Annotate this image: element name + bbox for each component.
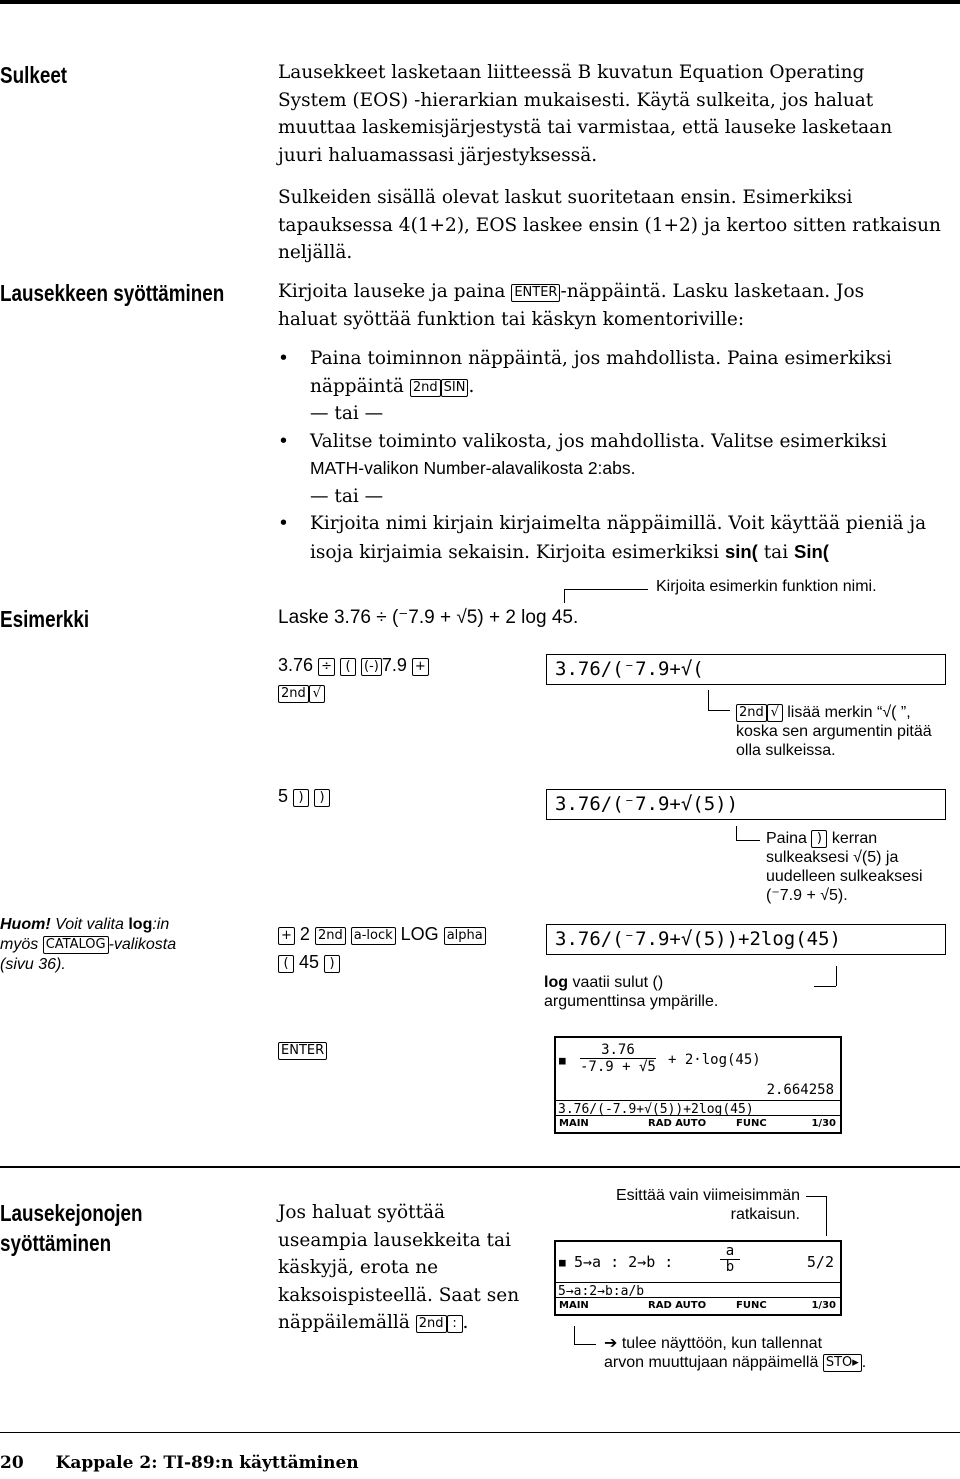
bullet-list bbox=[278, 345, 958, 566]
callout-line bbox=[736, 840, 760, 841]
note-log: log vaatii sulut () argumenttinsa ympärille. bbox=[544, 974, 719, 1010]
close-paren-key: ) bbox=[293, 789, 309, 807]
callout-line bbox=[814, 986, 836, 987]
note-close-paren: Paina ) kerran sulkeaksesi √(5) ja uudelleen sulkeaksesi (⁻7.9 + √5). bbox=[766, 830, 923, 904]
sulkeet-paragraph-1: Lausekkeet lasketaan liitteessä B kuvatun Equation Operating System (EOS) -hierarkian mukaisesti. Käytä sulkeita, jos haluat muuttaa laskemisjärjestystä tai varmistaa, että lauseke lasketaan juuri haluamassasi järjestyksessä. bbox=[278, 62, 893, 166]
sqrt-key: √ bbox=[767, 704, 783, 722]
sin-key: SIN bbox=[441, 379, 469, 397]
tai-separator: — tai — bbox=[310, 403, 384, 424]
screen-result: 5/2 bbox=[806, 1253, 834, 1271]
callout-line bbox=[736, 826, 737, 840]
bullet-icon: • bbox=[278, 513, 289, 534]
bullet-item: • Kirjoita nimi kirjain kirjaimelta näppäimillä. Voit käyttää pieniä ja isoja kirjaimia sekaisin. Kirjoita esimerkiksi sin( tai Sin( bbox=[278, 510, 958, 566]
callout-line bbox=[574, 1326, 575, 1344]
divide-key: ÷ bbox=[318, 658, 335, 676]
sqrt-key: √ bbox=[309, 685, 325, 703]
close-paren-key: ) bbox=[324, 955, 340, 973]
footer-rule bbox=[0, 1432, 960, 1433]
open-paren-key: ( bbox=[278, 955, 294, 973]
callout-line bbox=[574, 1344, 596, 1345]
calculator-screen-1 bbox=[554, 1036, 842, 1134]
close-paren-key: ) bbox=[314, 789, 330, 807]
entry-line-2: 3.76/(⁻7.9+√(5)) bbox=[546, 789, 946, 820]
chapter-title: Kappale 2: TI-89:n käyttäminen bbox=[55, 1453, 359, 1473]
a-lock-key: a-lock bbox=[351, 927, 396, 945]
note-sqrt: 2nd √ lisää merkin “√( ”, koska sen argumentin pitää olla sulkeissa. bbox=[736, 704, 932, 759]
history-marker: ■ bbox=[559, 1054, 566, 1067]
entry-line-1: 3.76/(⁻7.9+√( bbox=[546, 654, 946, 685]
section-title-esimerkki: Esimerkki bbox=[0, 606, 90, 632]
plus-key: + bbox=[278, 927, 295, 945]
page-number: 20 bbox=[0, 1453, 24, 1473]
plus-key: + bbox=[412, 658, 429, 676]
step4-keys bbox=[278, 1040, 327, 1060]
negate-key: (-) bbox=[361, 658, 382, 676]
section-title-jonot: Lausekejonojen syöttäminen bbox=[0, 1200, 143, 1256]
callout-line bbox=[708, 690, 709, 710]
status-bar: MAIN RAD AUTO FUNC 1/30 bbox=[556, 1115, 840, 1132]
section-title-sulkeet: Sulkeet bbox=[0, 62, 68, 88]
callout-line bbox=[806, 1196, 826, 1197]
syottaminen-intro: Kirjoita lauseke ja paina ENTER -näppäintä. Lasku lasketaan. Jos haluat syöttää funktion tai käskyn komentoriville: bbox=[278, 281, 865, 330]
sto-key: STO▸ bbox=[823, 1354, 862, 1372]
bullet-item: • Valitse toiminto valikosta, jos mahdollista. Valitse esimerkiksi MATH-valikon Number-alavalikosta 2:abs. — tai — bbox=[278, 428, 958, 511]
calculator-screen-2 bbox=[554, 1240, 842, 1316]
alpha-key: alpha bbox=[444, 927, 486, 945]
entry-line-3: 3.76/(⁻7.9+√(5))+2log(45) bbox=[546, 924, 946, 955]
colon-key: : bbox=[447, 1315, 463, 1333]
arrow-icon: ➔ bbox=[604, 1335, 618, 1352]
jonot-paragraph: Jos haluat syöttää useampia lausekkeita tai käskyjä, erota ne kaksoispisteellä. Saat sen näppäilemällä 2nd : . bbox=[278, 1202, 520, 1333]
sulkeet-paragraph-2: Sulkeiden sisällä olevat laskut suoritetaan ensin. Esimerkiksi tapauksessa 4(1+2), EOS laskee ensin (1+2) ja kertoo sitten ratkaisun neljällä. bbox=[278, 187, 941, 263]
top-rule bbox=[0, 0, 960, 4]
2nd-key: 2nd bbox=[278, 685, 309, 703]
laske-expression: Laske 3.76 ÷ (⁻7.9 + √5) + 2 log 45. bbox=[278, 607, 579, 628]
huom-note: Huom! Voit valita log:in myös CATALOG -valikosta (sivu 36). bbox=[0, 916, 177, 973]
step2-keys: 5 ) ) bbox=[278, 786, 330, 807]
label-kirjoita: Kirjoita esimerkin funktion nimi. bbox=[656, 578, 877, 595]
screen-fraction: 3.76 -7.9 + √5 bbox=[580, 1042, 656, 1075]
2nd-key: 2nd bbox=[410, 379, 441, 397]
bullet-item: • Paina toiminnon näppäintä, jos mahdollista. Paina esimerkiksi näppäintä 2nd SIN . — tai — bbox=[278, 345, 958, 428]
open-paren-key: ( bbox=[340, 658, 356, 676]
close-paren-key: ) bbox=[811, 830, 827, 848]
callout-line bbox=[826, 1196, 827, 1236]
callout-line bbox=[708, 710, 730, 711]
section-divider bbox=[0, 1166, 960, 1168]
screen-fraction: a b bbox=[720, 1244, 740, 1275]
enter-key: ENTER bbox=[511, 284, 560, 302]
status-bar: MAIN RAD AUTO FUNC 1/30 bbox=[556, 1297, 840, 1314]
callout-line bbox=[564, 589, 648, 590]
screen-entry: 3.76/(-7.9+√(5))+2log(45) bbox=[556, 1100, 840, 1119]
screen-rest: + 2·log(45) bbox=[668, 1052, 761, 1068]
2nd-key: 2nd bbox=[315, 927, 346, 945]
bullet-icon: • bbox=[278, 430, 289, 452]
footer bbox=[0, 1453, 359, 1473]
enter-key: ENTER bbox=[278, 1042, 327, 1060]
step1-keys: 3.76 ÷ ( (-) 7.9 + 2nd √ bbox=[278, 652, 429, 706]
history-marker: ■ bbox=[559, 1256, 566, 1269]
label-viimeisin: Esittää vain viimeisimmän ratkaisun. bbox=[615, 1187, 800, 1223]
screen-history: 5→a : 2→b : bbox=[574, 1253, 674, 1271]
tai-separator: — tai — bbox=[310, 485, 384, 507]
step3-keys: + 2 2nd a-lock LOG alpha ( 45 ) bbox=[278, 920, 486, 976]
label-sto: ➔ tulee näyttöön, kun tallennat arvon muuttujaan näppäimellä STO▸ . bbox=[604, 1335, 867, 1371]
section-title-syottaminen: Lausekkeen syöttäminen bbox=[0, 280, 225, 306]
callout-line bbox=[564, 589, 565, 603]
bullet-icon: • bbox=[278, 348, 289, 369]
2nd-key: 2nd bbox=[416, 1315, 447, 1333]
2nd-key: 2nd bbox=[736, 704, 767, 722]
catalog-key: CATALOG bbox=[43, 936, 109, 954]
screen-result: 2.664258 bbox=[766, 1082, 834, 1098]
callout-line bbox=[836, 966, 837, 986]
screen-entry: 5→a:2→b:a/b bbox=[556, 1282, 840, 1301]
